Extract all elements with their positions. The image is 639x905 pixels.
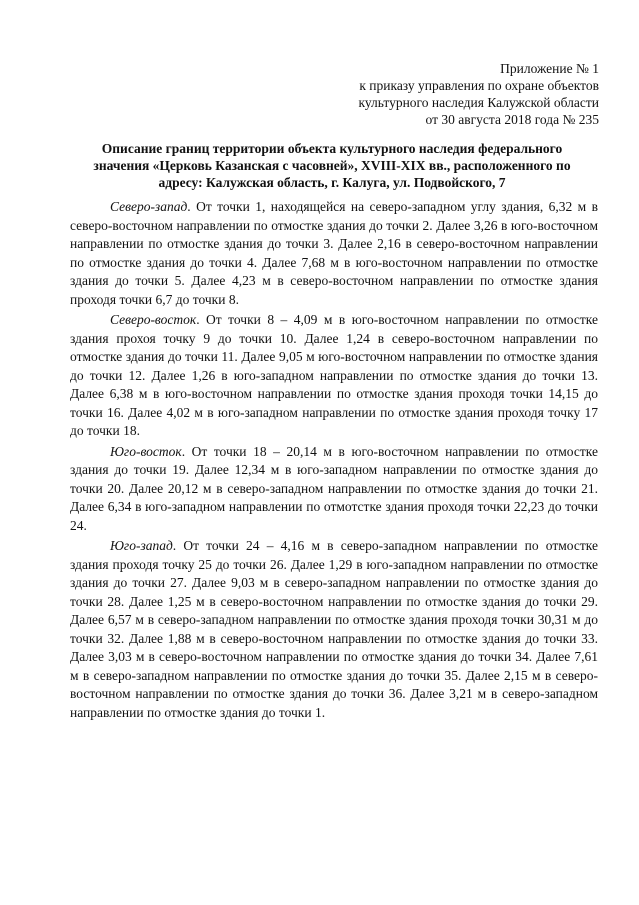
appendix-line-3: культурного наследия Калужской области bbox=[358, 95, 599, 110]
section-text: . От точки 8 – 4,09 м в юго-восточном направлении по отмостке здания прохоя точку 9 до точки 10. Далее 1,24 в северо-восточном направлении по отмостке здания до точки 11. Далее 9,05 м юго-восточном направлении по отмостке здания до точки 12. Далее 1,26 в юго-западном направлении по отмостке здания до точки 13. Далее 6,38 м в юго-восточном направлении по отмостке здания проходя точки 14,15 до точки 16. Далее 4,02 м в юго-западном направлении по отмостке здания проходя точку 17 до точки 18. bbox=[70, 312, 598, 438]
title-line-1: Описание границ территории объекта культурного наследия федерального bbox=[101, 141, 563, 156]
section-southwest bbox=[70, 537, 598, 722]
section-text: . От точки 24 – 4,16 м в северо-западном направлении по отмостке здания проходя точку 25 до точки 26. Далее 1,29 в юго-западном направлении по отмостке здания до точки 27. Далее 9,03 м в северо-западном направлении по отмостке здания до точки 28. Далее 1,25 м в северо-восточном направлении по отмостке здания до точки 29. Далее 6,57 м в северо-западном направлении по отмостке здания проходя точки 30,31 м до точки 32. Далее 1,88 м в северо-восточном направлении по отмостке здания до точки 33. Далее 3,03 м в северо-восточном направлении по отмостке здания до точки 34. Далее 7,61 м в северо-западном направлении по отмостке здания до точки 35. Далее 2,15 м в северо-восточном направлении по отмостке здания до точки 36. Далее 3,21 м в северо-западном направлении по отмостке здания до точки 1. bbox=[70, 538, 598, 720]
appendix-line-1: Приложение № 1 bbox=[500, 61, 599, 76]
document-title bbox=[66, 140, 598, 191]
appendix-header bbox=[358, 60, 599, 128]
direction-label: Юго-запад bbox=[110, 538, 173, 553]
section-text: . От точки 18 – 20,14 м в юго-восточном направлении по отмостке здания до точки 19. Далее 12,34 м в юго-западном направлении по отмостке здания до точки 20. Далее 20,12 м в северо-западном направлении по отмостке здания до точки 21. Далее 6,34 в юго-западном направлении по отмотстке здания проходя точки 22,23 до точки 24. bbox=[70, 443, 598, 533]
direction-label: Северо-восток bbox=[110, 312, 197, 327]
section-northeast bbox=[70, 311, 598, 441]
title-line-3: адресу: Калужская область, г. Калуга, ул. Подвойского, 7 bbox=[158, 175, 506, 190]
title-line-2: значения «Церковь Казанская с часовней», XVIII-XIX вв., расположенного по bbox=[93, 158, 571, 173]
section-southeast bbox=[70, 443, 598, 536]
direction-label: Северо-запад bbox=[110, 199, 188, 214]
boundary-description bbox=[70, 198, 598, 722]
appendix-line-2: к приказу управления по охране объектов bbox=[359, 78, 599, 93]
direction-label: Юго-восток bbox=[110, 443, 182, 459]
section-northwest bbox=[70, 198, 598, 309]
section-text: . От точки 1, находящейся на северо-западном углу здания, 6,32 м в северо-восточном направлении по отмостке здания до точки 2. Далее 3,26 в юго-восточном направлении по отмостке здания до точки 3. Далее 2,16 в северо-восточном направлении по отмостке здания до точки 4. Далее 7,68 м в юго-восточном направлении по отмостке здания до точки 5. Далее 4,23 м в северо-восточном направлении по отмостке здания проходя точки 6,7 до точки 8. bbox=[70, 199, 598, 307]
appendix-line-4: от 30 августа 2018 года № 235 bbox=[425, 112, 599, 127]
